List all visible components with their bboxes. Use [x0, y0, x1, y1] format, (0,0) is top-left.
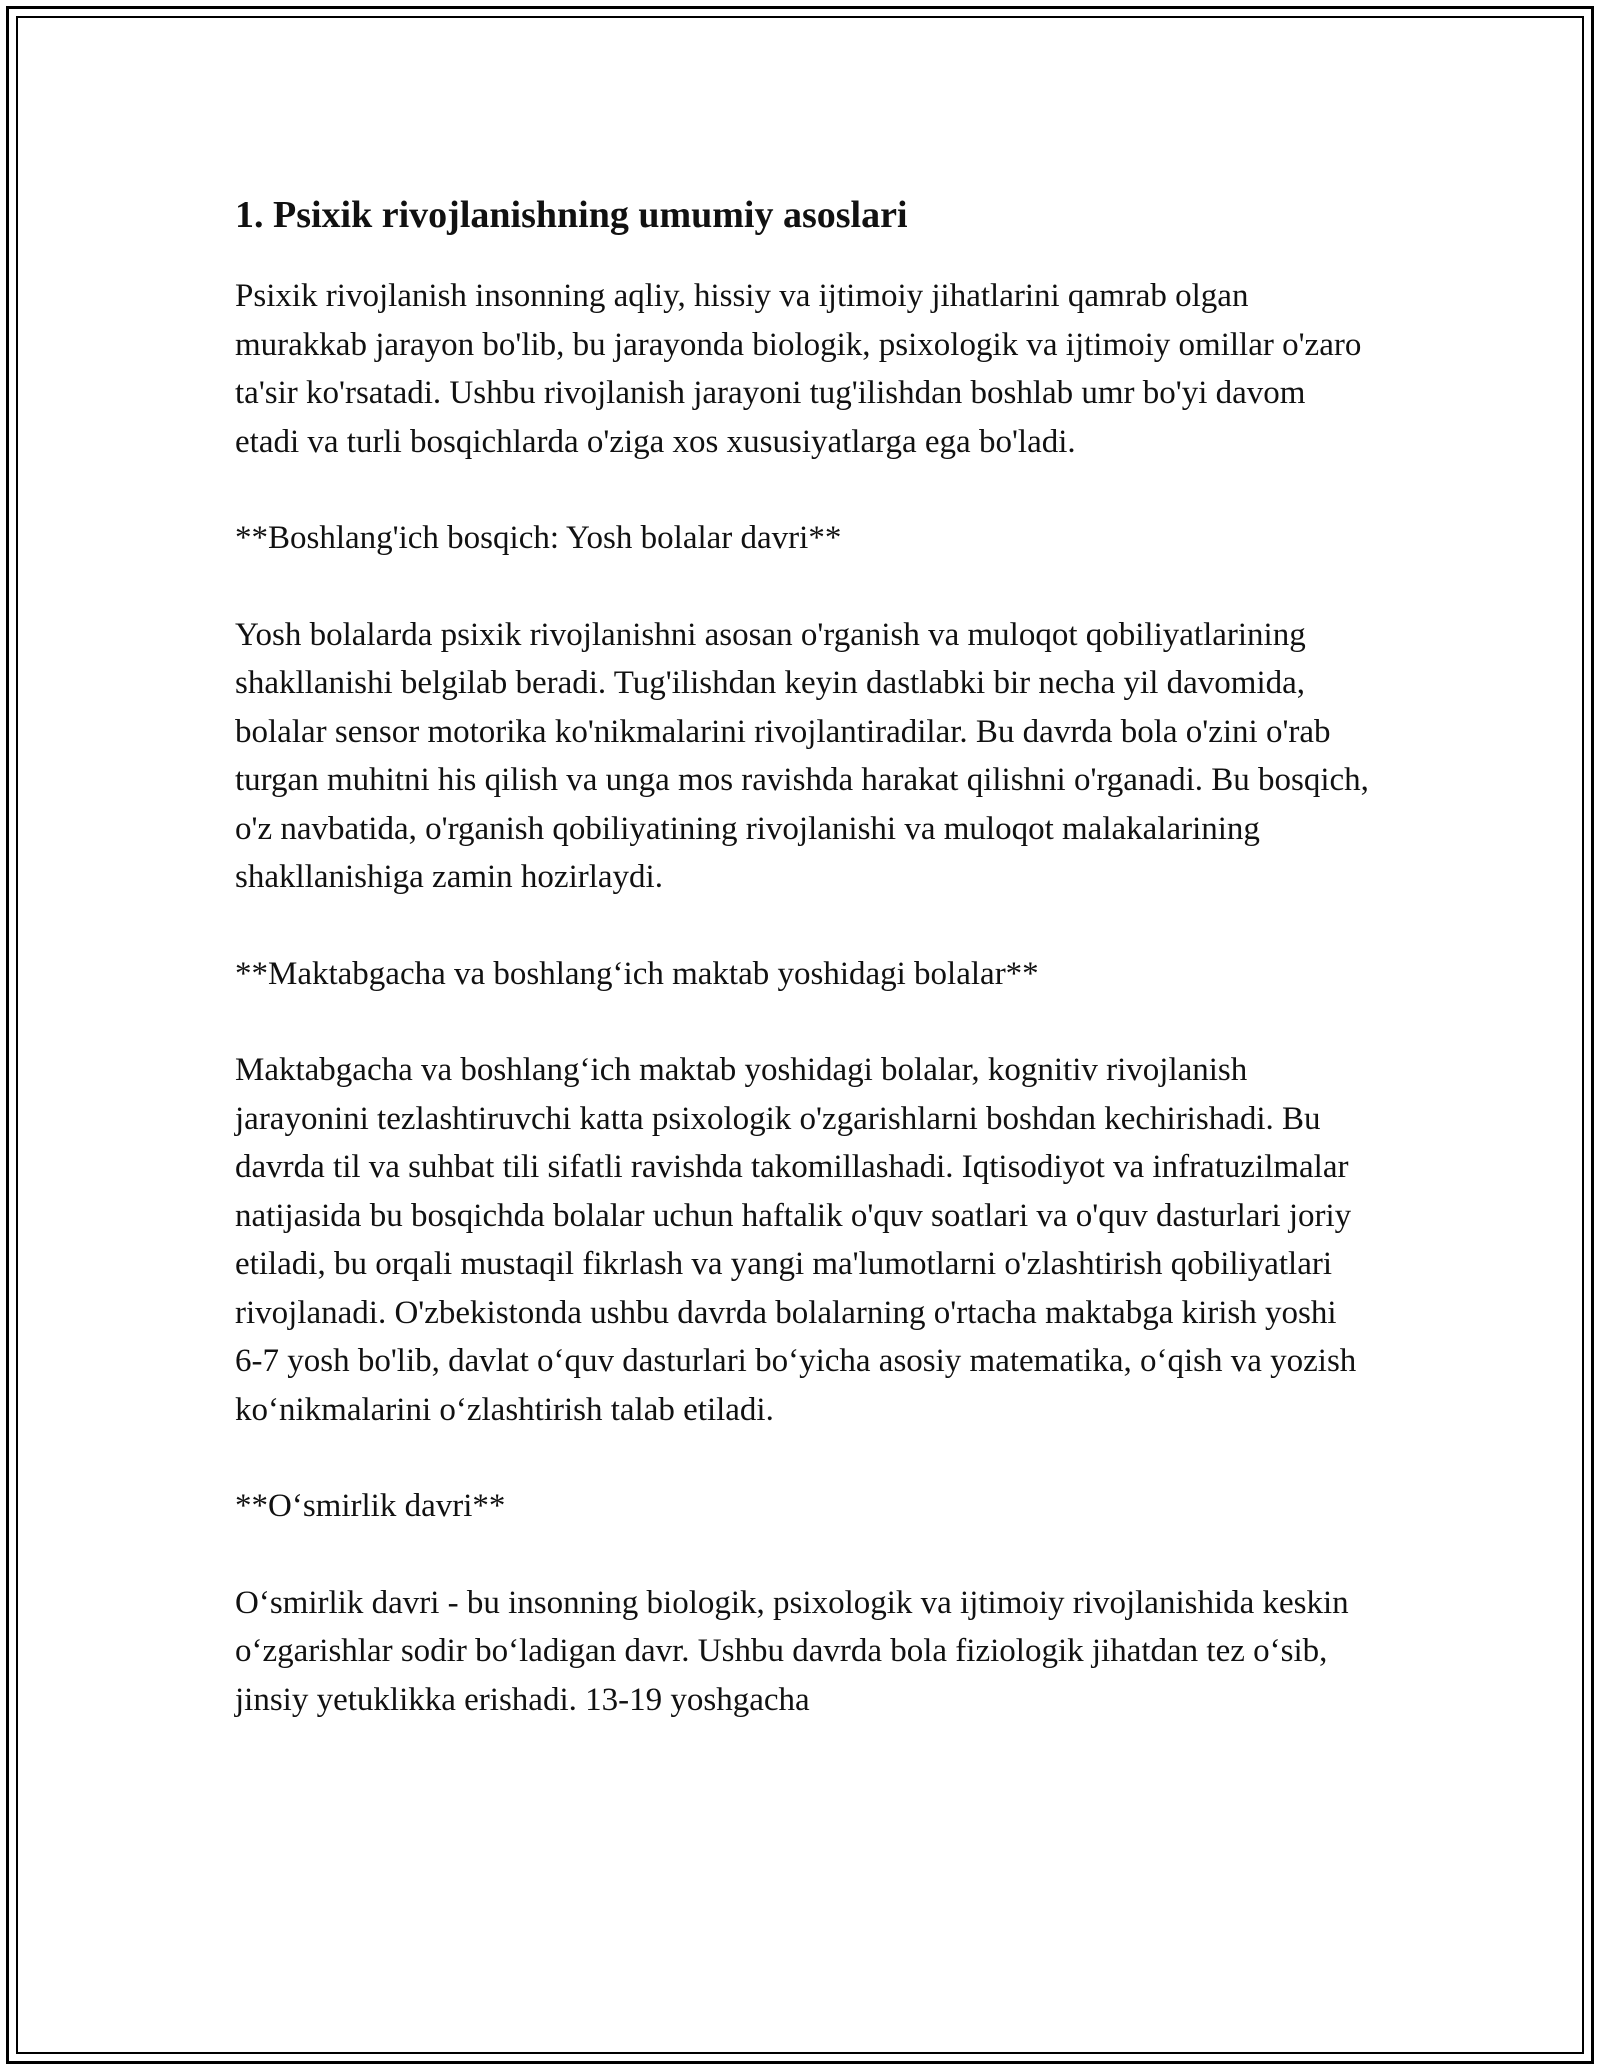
document-body [235, 186, 1370, 1772]
subheading-preschool: **Maktabgacha va boshlang‘ich maktab yoshidagi bolalar** [235, 955, 1039, 992]
subheading-adolescence: **O‘smirlik davri** [235, 1488, 506, 1524]
adolescence-paragraph: O‘smirlik davri - bu insonning biologik, psixologik va ijtimoiy rivojlanishida keskin o‘zgarishlar sodir bo‘ladigan davr. Ushbu davrda bola fiziologik jihatdan tez o‘sib, jinsiy yetuklikka erishadi. 13-19 yoshgacha [235, 1584, 1349, 1718]
early-childhood-paragraph: Yosh bolalarda psixik rivojlanishni asosan o'rganish va muloqot qobiliyatlarining shakllanishi belgilab beradi. Tug'ilishdan keyin dastlabki bir necha yil davomida, bolalar sensor motorika ko'nikmalarini rivojlantiradilar. Bu davrda bola o'zini o'rab turgan muhitni his qilish va unga mos ravishda harakat qilishni o'rganadi. Bu bosqich, o'z navbatida, o'rganish qobiliyatining rivojlanishi va muloqot malakalarining shakllanishiga zamin hozirlaydi. [235, 616, 1369, 895]
intro-paragraph: Psixik rivojlanish insonning aqliy, hissiy va ijtimoiy jihatlarini qamrab olgan murakkab jarayon bo'lib, bu jarayonda biologik, psixologik va ijtimoiy omillar o'zaro ta'sir ko'rsatadi. Ushbu rivojlanish jarayoni tug'ilishdan boshlab umr bo'yi davom etadi va turli bosqichlarda o'ziga xos xususiyatlarga ega bo'ladi. [235, 278, 1362, 460]
preschool-paragraph: Maktabgacha va boshlang‘ich maktab yoshidagi bolalar, kognitiv rivojlanish jarayonini tezlashtiruvchi katta psixologik o'zgarishlarni boshdan kechirishadi. Bu davrda til va suhbat tili sifatli ravishda takomillashadi. Iqtisodiyot va infratuzilmalar natijasida bu bosqichda bolalar uchun haftalik o'quv soatlari va o'quv dasturlari joriy etiladi, bu orqali mustaqil fikrlash va yangi ma'lumotlarni o'zlashtirish qobiliyatlari rivojlanadi. O'zbekistonda ushbu davrda bolalarning o'rtacha maktabga kirish yoshi 6-7 yosh bo'lib, davlat o‘quv dasturlari bo‘yicha asosiy matematika, o‘qish va yozish ko‘nikmalarini o‘zlashtirish talab etiladi. [235, 1052, 1357, 1428]
subheading-early-childhood: **Boshlang'ich bosqich: Yosh bolalar davri** [235, 520, 842, 556]
section-heading: 1. Psixik rivojlanishning umumiy asoslari [235, 194, 908, 236]
